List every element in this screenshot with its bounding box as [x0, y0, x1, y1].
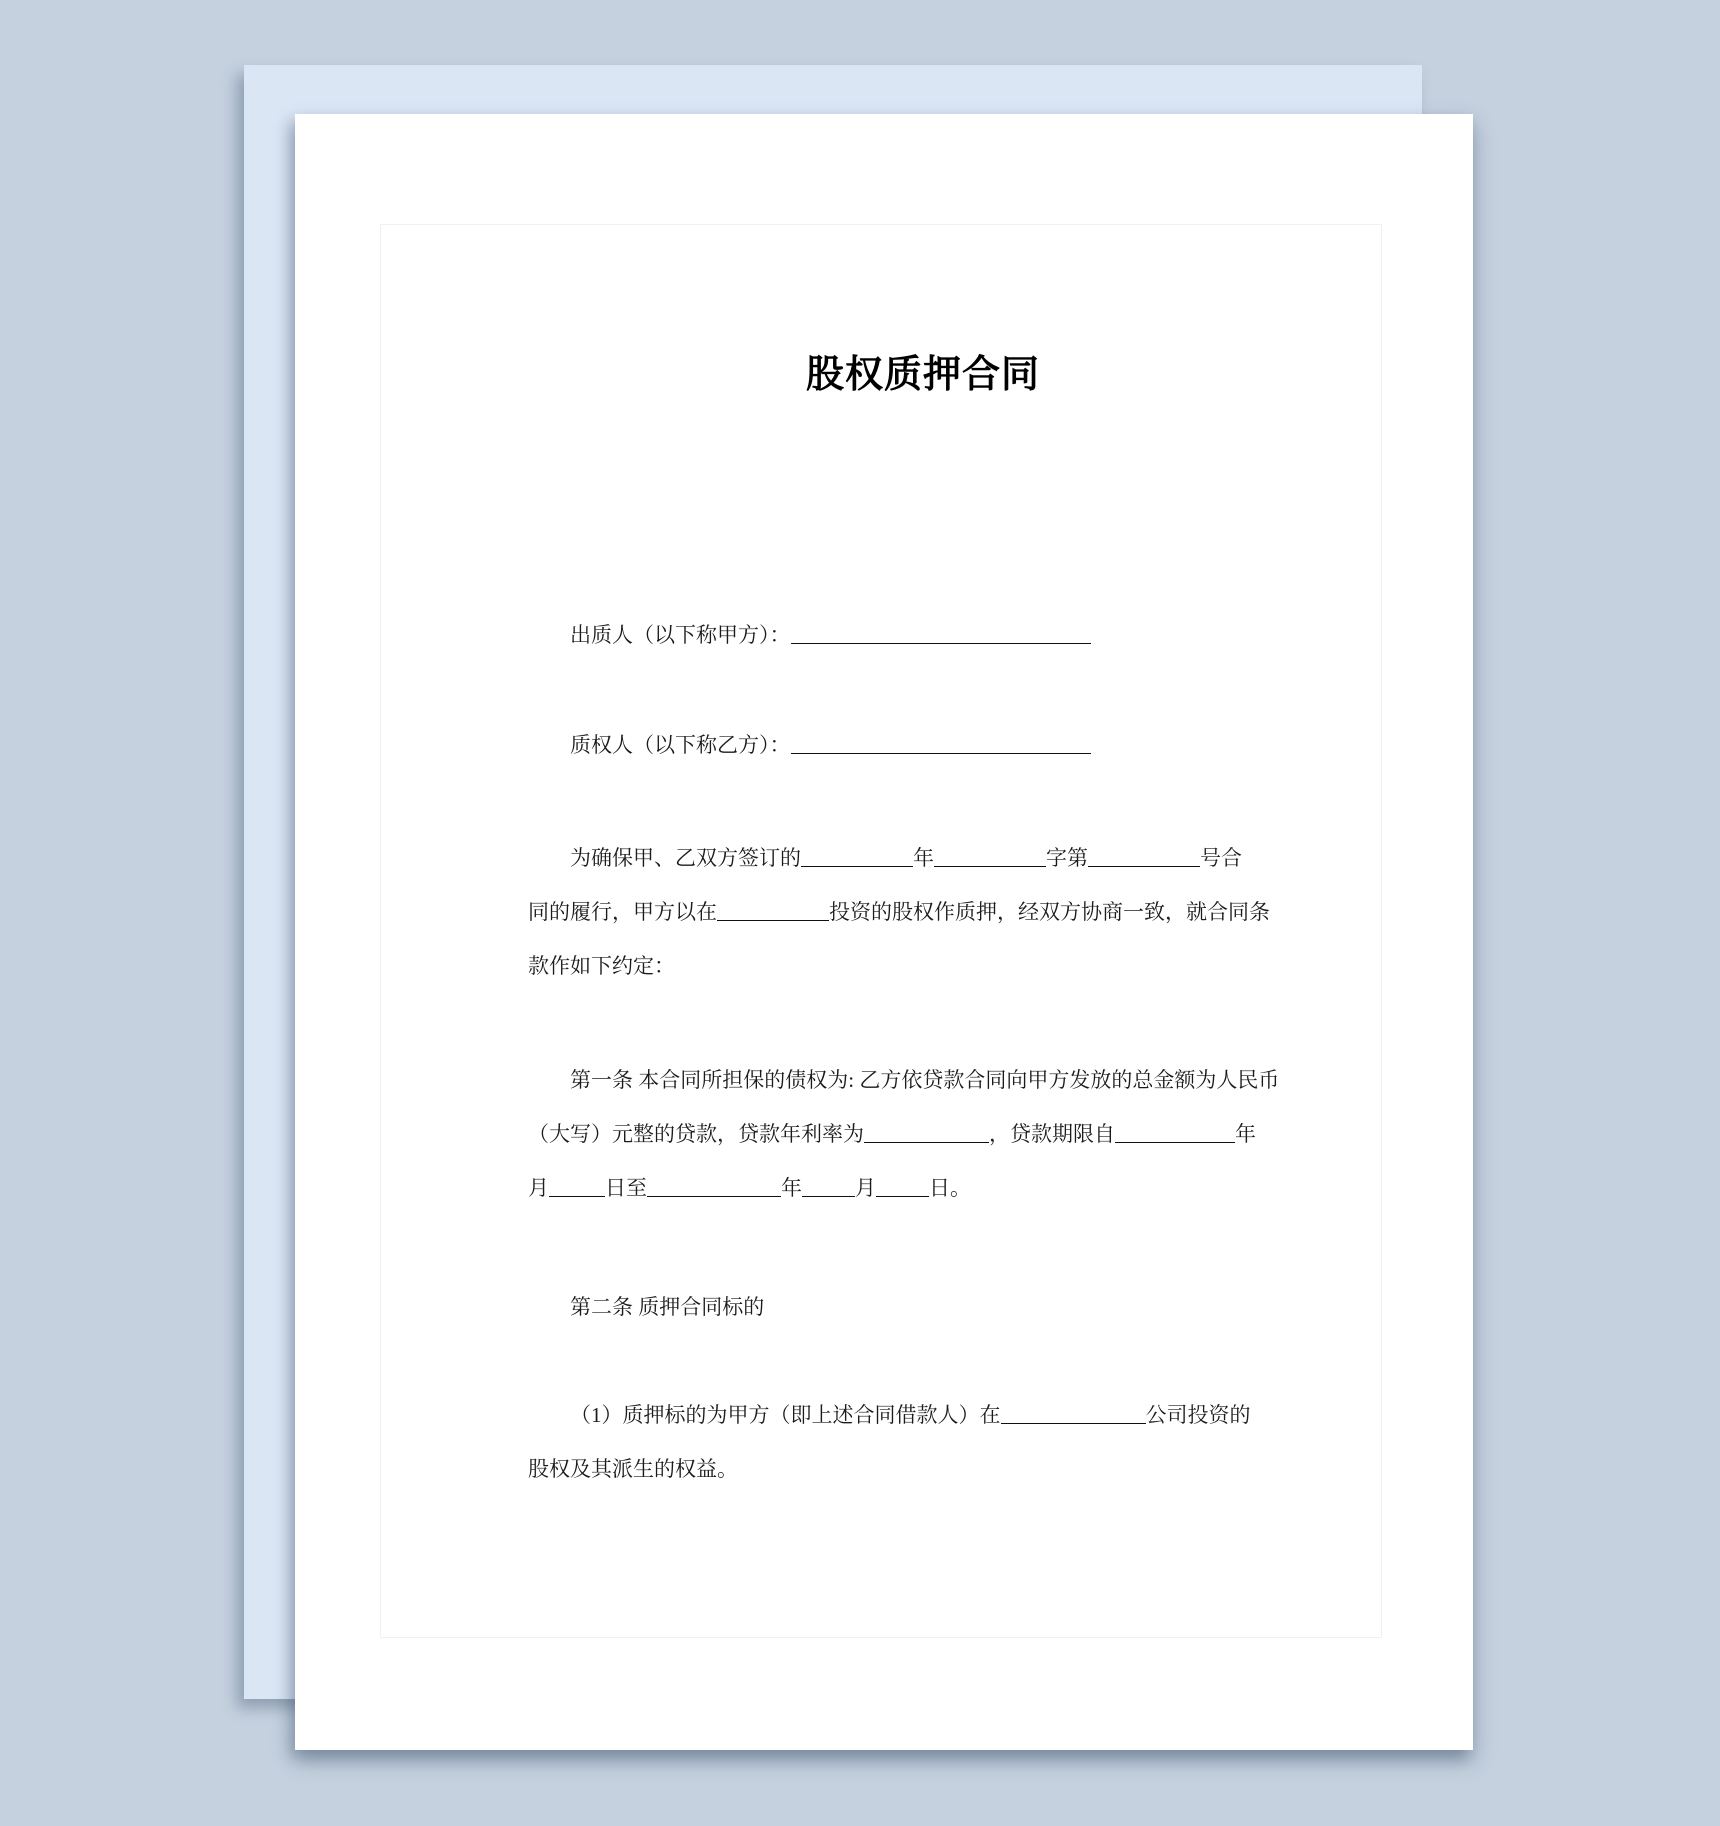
blank-underline-field: [876, 1196, 929, 1197]
blank-underline-field: [791, 753, 1091, 754]
text-run: 第一条 本合同所担保的债权为: 乙方依贷款合同向甲方发放的总金额为人民币: [570, 1068, 1280, 1092]
document-line: [528, 831, 1318, 885]
document-blocks: [528, 608, 1318, 1496]
text-run: 年: [1235, 1122, 1256, 1146]
document-line: [528, 1442, 1318, 1496]
text-run: 股权及其派生的权益。: [528, 1457, 738, 1481]
text-run: 投资的股权作质押，经双方协商一致，就合同条: [829, 900, 1270, 924]
document-page: [295, 114, 1473, 1750]
document-line: [528, 939, 1318, 993]
text-run: 第二条 质押合同标的: [570, 1295, 765, 1319]
blank-underline-field: [1088, 866, 1200, 867]
text-run: 质权人（以下称乙方）：: [570, 733, 791, 757]
text-run: （大写）元整的贷款，贷款年利率为: [528, 1122, 864, 1146]
document-line: [528, 1053, 1318, 1107]
blank-underline-field: [717, 920, 829, 921]
field-pledgee: [528, 718, 1318, 772]
blank-underline-field: [1001, 1423, 1146, 1424]
document-line: [528, 608, 1318, 662]
text-run: 月: [855, 1176, 876, 1200]
document-line: [528, 1388, 1318, 1442]
text-run: 日至: [605, 1176, 647, 1200]
document-title: 股权质押合同: [805, 354, 1040, 396]
article-2-item-1: [528, 1388, 1318, 1496]
text-run: 年: [781, 1176, 802, 1200]
article-1: [528, 1053, 1318, 1215]
article-2-heading: [528, 1280, 1318, 1334]
text-run: 出质人（以下称甲方）：: [570, 623, 791, 647]
blank-underline-field: [791, 643, 1091, 644]
text-run: 月: [528, 1176, 549, 1200]
blank-underline-field: [549, 1196, 605, 1197]
preamble: [528, 831, 1318, 993]
document-line: [528, 1280, 1318, 1334]
text-run: 号合: [1200, 846, 1242, 870]
document-body: [528, 114, 1318, 1496]
text-run: 字第: [1046, 846, 1088, 870]
blank-underline-field: [1115, 1142, 1235, 1143]
text-run: 日。: [929, 1176, 971, 1200]
blank-underline-field: [801, 866, 913, 867]
blank-underline-field: [802, 1196, 855, 1197]
document-line: [528, 885, 1318, 939]
document-line: [528, 718, 1318, 772]
document-line: [528, 1107, 1318, 1161]
document-line: [528, 1161, 1318, 1215]
text-run: 年: [913, 846, 934, 870]
text-run: ，贷款期限自: [989, 1122, 1115, 1146]
field-pledgor: [528, 608, 1318, 662]
text-run: 款作如下约定：: [528, 954, 675, 978]
text-run: 同的履行，甲方以在: [528, 900, 717, 924]
blank-underline-field: [864, 1142, 989, 1143]
text-run: 为确保甲、乙双方签订的: [570, 846, 801, 870]
blank-underline-field: [647, 1196, 781, 1197]
text-run: （1）质押标的为甲方（即上述合同借款人）在: [570, 1403, 1001, 1427]
text-run: 公司投资的: [1145, 1403, 1251, 1427]
blank-underline-field: [934, 866, 1046, 867]
